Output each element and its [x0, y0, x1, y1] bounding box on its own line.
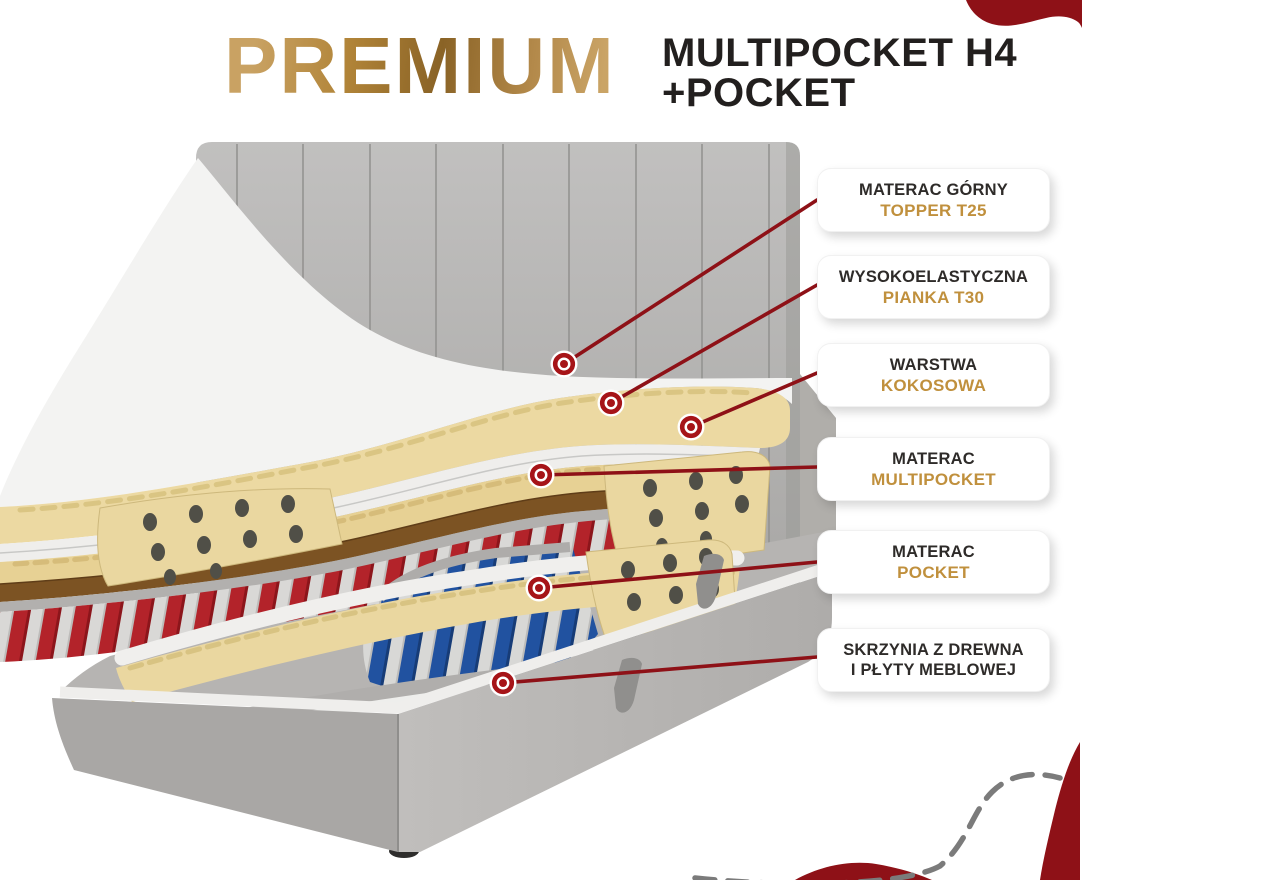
model-title-line1: MULTIPOCKET H4 [662, 31, 1018, 75]
callout-label-line2: I PŁYTY MEBLOWEJ [850, 660, 1017, 679]
callout-value: KOKOSOWA [880, 375, 987, 395]
callout-pianka [817, 255, 1050, 319]
decor-blob-corner [1040, 742, 1080, 880]
callout-warstwa-kokosowa [817, 343, 1050, 407]
callout-label: MATERAC [892, 449, 975, 468]
ring-marker-skrzynia [490, 670, 517, 697]
decor-dashed-curve [695, 775, 1060, 880]
ring-marker-pianka [598, 390, 625, 417]
ring-marker-pocket [526, 575, 553, 602]
callout-value: PIANKA T30 [882, 287, 985, 307]
callout-label: MATERAC GÓRNY [859, 180, 1008, 199]
callout-label: WYSOKOELASTYCZNA [838, 267, 1029, 286]
callout-value: TOPPER T25 [880, 200, 987, 220]
callout-materac-pocket [817, 530, 1050, 594]
callout-skrzynia [817, 628, 1050, 692]
model-title-line2: +POCKET [662, 71, 856, 115]
callout-label: SKRZYNIA Z DREWNA [843, 640, 1024, 659]
decor-blob-top [966, 0, 1082, 28]
callout-materac-multipocket [817, 437, 1050, 501]
model-title [662, 33, 1017, 113]
ring-marker-kokos [678, 414, 705, 441]
callout-value: MULTIPOCKET [871, 469, 996, 489]
ring-marker-multipocket [528, 462, 555, 489]
ring-marker-topper [551, 351, 578, 378]
callout-materac-gorny [817, 168, 1050, 232]
callout-label: WARSTWA [889, 355, 978, 374]
callout-value: POCKET [897, 562, 970, 582]
brand-title: PREMIUM [224, 21, 616, 110]
callout-label: MATERAC [892, 542, 975, 561]
